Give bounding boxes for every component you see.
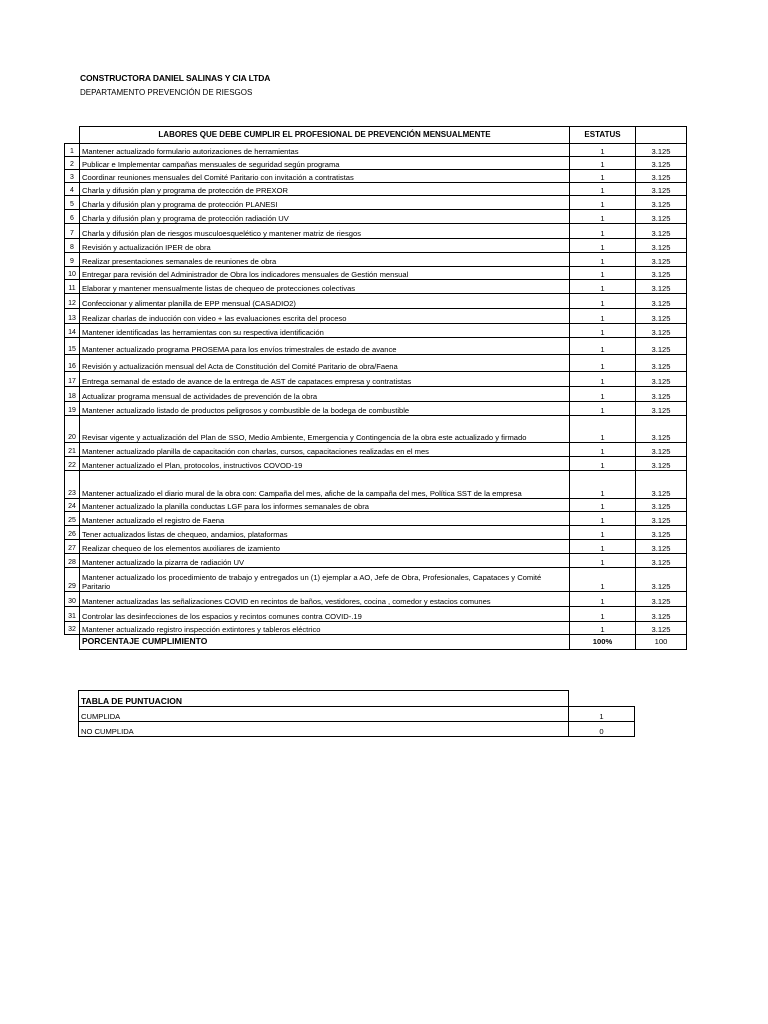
row-number: 10 [65,267,80,280]
task-status: 1 [570,554,636,568]
task-score: 3.125 [636,183,687,196]
compliance-score: 100 [636,635,687,650]
table-row [65,267,687,280]
row-number: 31 [65,607,80,622]
row-number: 13 [65,309,80,324]
task-score: 3.125 [636,443,687,457]
task-score: 3.125 [636,267,687,280]
task-score: 3.125 [636,372,687,387]
table-row [65,324,687,338]
task-score: 3.125 [636,355,687,372]
task-description: Revisión y actualización IPER de obra [80,239,570,253]
header-blank-cell [65,127,80,144]
table-row [65,554,687,568]
tasks-table-header [65,127,687,144]
scoring-value: 0 [569,722,635,737]
row-number: 2 [65,157,80,170]
task-status: 1 [570,402,636,416]
task-status: 1 [570,443,636,457]
task-status: 1 [570,387,636,402]
task-status: 1 [570,607,636,622]
task-status: 1 [570,294,636,309]
table-row [65,443,687,457]
task-status: 1 [570,592,636,607]
task-score: 3.125 [636,554,687,568]
task-status: 1 [570,210,636,224]
table-row [65,338,687,355]
task-status: 1 [570,144,636,157]
task-description: Mantener actualizado los procedimiento de trabajo y entregados un (1) ejemplar a AO, Jefe de Obra, Profesionales, Capataces y Comité Paritario [80,568,570,592]
task-description: Mantener actualizado formulario autorizaciones de herramientas [80,144,570,157]
task-status: 1 [570,239,636,253]
task-score: 3.125 [636,416,687,443]
task-description: Charla y difusión plan y programa de protección radiación UV [80,210,570,224]
tasks-table [64,126,687,650]
table-row [65,416,687,443]
task-score: 3.125 [636,324,687,338]
row-number: 26 [65,526,80,540]
task-status: 1 [570,457,636,471]
row-number: 20 [65,416,80,443]
scoring-table [78,690,635,737]
task-score: 3.125 [636,592,687,607]
task-score: 3.125 [636,224,687,239]
task-score: 3.125 [636,144,687,157]
task-description: Charla y difusión plan y programa de protección PLANESI [80,196,570,210]
scoring-label: CUMPLIDA [79,707,569,722]
table-row [65,157,687,170]
task-status: 1 [570,471,636,499]
task-score: 3.125 [636,402,687,416]
row-number: 29 [65,568,80,592]
row-number: 28 [65,554,80,568]
table-row [65,471,687,499]
row-number: 4 [65,183,80,196]
task-description: Coordinar reuniones mensuales del Comité Paritario con invitación a contratistas [80,170,570,183]
table-row [65,280,687,294]
task-description: Mantener actualizado el Plan, protocolos, instructivos COVOD-19 [80,457,570,471]
department-name: DEPARTAMENTO PREVENCIÓN DE RIESGOS [80,88,253,97]
task-score: 3.125 [636,471,687,499]
task-score: 3.125 [636,280,687,294]
table-row [65,144,687,157]
row-number: 18 [65,387,80,402]
task-description: Mantener identificadas las herramientas con su respectiva identificación [80,324,570,338]
task-description: Confeccionar y alimentar planilla de EPP mensual (CASADIO2) [80,294,570,309]
row-number: 24 [65,499,80,512]
table-row [65,540,687,554]
task-status: 1 [570,355,636,372]
task-score: 3.125 [636,499,687,512]
task-score: 3.125 [636,607,687,622]
row-number: 19 [65,402,80,416]
task-description: Revisar vigente y actualización del Plan de SSO, Medio Ambiente, Emergencia y Contingencia de la obra este actualizado y firmado [80,416,570,443]
task-score: 3.125 [636,387,687,402]
task-score: 3.125 [636,622,687,635]
row-number: 22 [65,457,80,471]
task-status: 1 [570,526,636,540]
row-number: 9 [65,253,80,267]
column-header-status: ESTATUS [570,127,636,144]
scoring-title-blank [569,691,635,707]
compliance-blank-cell [65,635,80,650]
task-status: 1 [570,499,636,512]
task-description: Entrega semanal de estado de avance de la entrega de AST de capataces empresa y contratistas [80,372,570,387]
task-description: Mantener actualizado la planilla conductas LGF para los informes semanales de obra [80,499,570,512]
table-row [65,526,687,540]
row-number: 25 [65,512,80,526]
table-row [65,224,687,239]
table-row [65,592,687,607]
row-number: 16 [65,355,80,372]
task-status: 1 [570,512,636,526]
task-status: 1 [570,622,636,635]
task-score: 3.125 [636,457,687,471]
row-number: 23 [65,471,80,499]
task-status: 1 [570,540,636,554]
row-number: 12 [65,294,80,309]
task-score: 3.125 [636,157,687,170]
task-status: 1 [570,280,636,294]
row-number: 21 [65,443,80,457]
task-description: Realizar presentaciones semanales de reuniones de obra [80,253,570,267]
table-row [65,402,687,416]
table-row [65,309,687,324]
task-status: 1 [570,338,636,355]
row-number: 17 [65,372,80,387]
scoring-label: NO CUMPLIDA [79,722,569,737]
task-score: 3.125 [636,196,687,210]
task-description: Mantener actualizado planilla de capacitación con charlas, cursos, capacitaciones realizadas en el mes [80,443,570,457]
task-status: 1 [570,267,636,280]
task-score: 3.125 [636,526,687,540]
table-row [65,387,687,402]
table-row [65,499,687,512]
row-number: 1 [65,144,80,157]
table-row [65,457,687,471]
task-status: 1 [570,372,636,387]
task-description: Mantener actualizado registro inspección extintores y tableros eléctrico [80,622,570,635]
task-status: 1 [570,253,636,267]
task-description: Publicar e Implementar campañas mensuales de seguridad según programa [80,157,570,170]
compliance-label: PORCENTAJE CUMPLIMIENTO [80,635,570,650]
task-description: Mantener actualizado el registro de Faena [80,512,570,526]
row-number: 14 [65,324,80,338]
company-name: CONSTRUCTORA DANIEL SALINAS Y CIA LTDA [80,73,271,83]
table-row [65,294,687,309]
row-number: 8 [65,239,80,253]
row-number: 27 [65,540,80,554]
task-score: 3.125 [636,338,687,355]
row-number: 5 [65,196,80,210]
task-score: 3.125 [636,568,687,592]
compliance-status: 100% [570,635,636,650]
task-status: 1 [570,309,636,324]
task-status: 1 [570,416,636,443]
table-row [65,239,687,253]
task-status: 1 [570,183,636,196]
task-description: Mantener actualizado la pizarra de radiación UV [80,554,570,568]
table-row [65,355,687,372]
task-description: Mantener actualizadas las señalizaciones COVID en recintos de baños, vestidores, cocina , comedor y estacios comunes [80,592,570,607]
task-description: Mantener actualizado el diario mural de la obra con: Campaña del mes, afiche de la campaña del mes, Política SST de la empresa [80,471,570,499]
task-score: 3.125 [636,239,687,253]
task-description: Mantener actualizado listado de productos peligrosos y combustible de la bodega de combustible [80,402,570,416]
scoring-value: 1 [569,707,635,722]
task-score: 3.125 [636,170,687,183]
column-header-score [636,127,687,144]
task-description: Entregar para revisión del Administrador de Obra los indicadores mensuales de Gestión mensual [80,267,570,280]
task-status: 1 [570,324,636,338]
task-description: Actualizar programa mensual de actividades de prevención de la obra [80,387,570,402]
table-row [65,170,687,183]
row-number: 30 [65,592,80,607]
row-number: 3 [65,170,80,183]
task-status: 1 [570,224,636,239]
task-description: Realizar charlas de inducción con video + las evaluaciones escrita del proceso [80,309,570,324]
task-status: 1 [570,170,636,183]
row-number: 32 [65,622,80,635]
table-row [65,607,687,622]
table-row [65,512,687,526]
task-status: 1 [570,196,636,210]
table-row [65,210,687,224]
task-score: 3.125 [636,253,687,267]
task-description: Realizar chequeo de los elementos auxiliares de izamiento [80,540,570,554]
table-row [65,196,687,210]
table-row [65,183,687,196]
task-score: 3.125 [636,210,687,224]
task-score: 3.125 [636,294,687,309]
compliance-row [65,635,687,650]
scoring-title: TABLA DE PUNTUACION [79,691,569,707]
row-number: 11 [65,280,80,294]
table-row [65,372,687,387]
task-description: Charla y difusión plan de riesgos musculoesquelético y mantener matriz de riesgos [80,224,570,239]
task-description: Revisión y actualización mensual del Acta de Constitución del Comité Paritario de obra/Faena [80,355,570,372]
task-score: 3.125 [636,309,687,324]
row-number: 6 [65,210,80,224]
task-description: Mantener actualizado programa PROSEMA para los envíos trimestrales de estado de avance [80,338,570,355]
scoring-row [79,722,635,737]
row-number: 7 [65,224,80,239]
task-description: Tener actualizados listas de chequeo, andamios, plataformas [80,526,570,540]
table-row [65,622,687,635]
task-status: 1 [570,157,636,170]
table-row [65,253,687,267]
task-description: Charla y difusión plan y programa de protección de PREXOR [80,183,570,196]
table-row [65,568,687,592]
task-score: 3.125 [636,512,687,526]
task-status: 1 [570,568,636,592]
task-score: 3.125 [636,540,687,554]
row-number: 15 [65,338,80,355]
column-header-task: LABORES QUE DEBE CUMPLIR EL PROFESIONAL DE PREVENCIÓN MENSUALMENTE [80,127,570,144]
task-description: Elaborar y mantener mensualmente listas de chequeo de protecciones colectivas [80,280,570,294]
scoring-row [79,707,635,722]
task-description: Controlar las desinfecciones de los espacios y recintos comunes contra COVID-.19 [80,607,570,622]
